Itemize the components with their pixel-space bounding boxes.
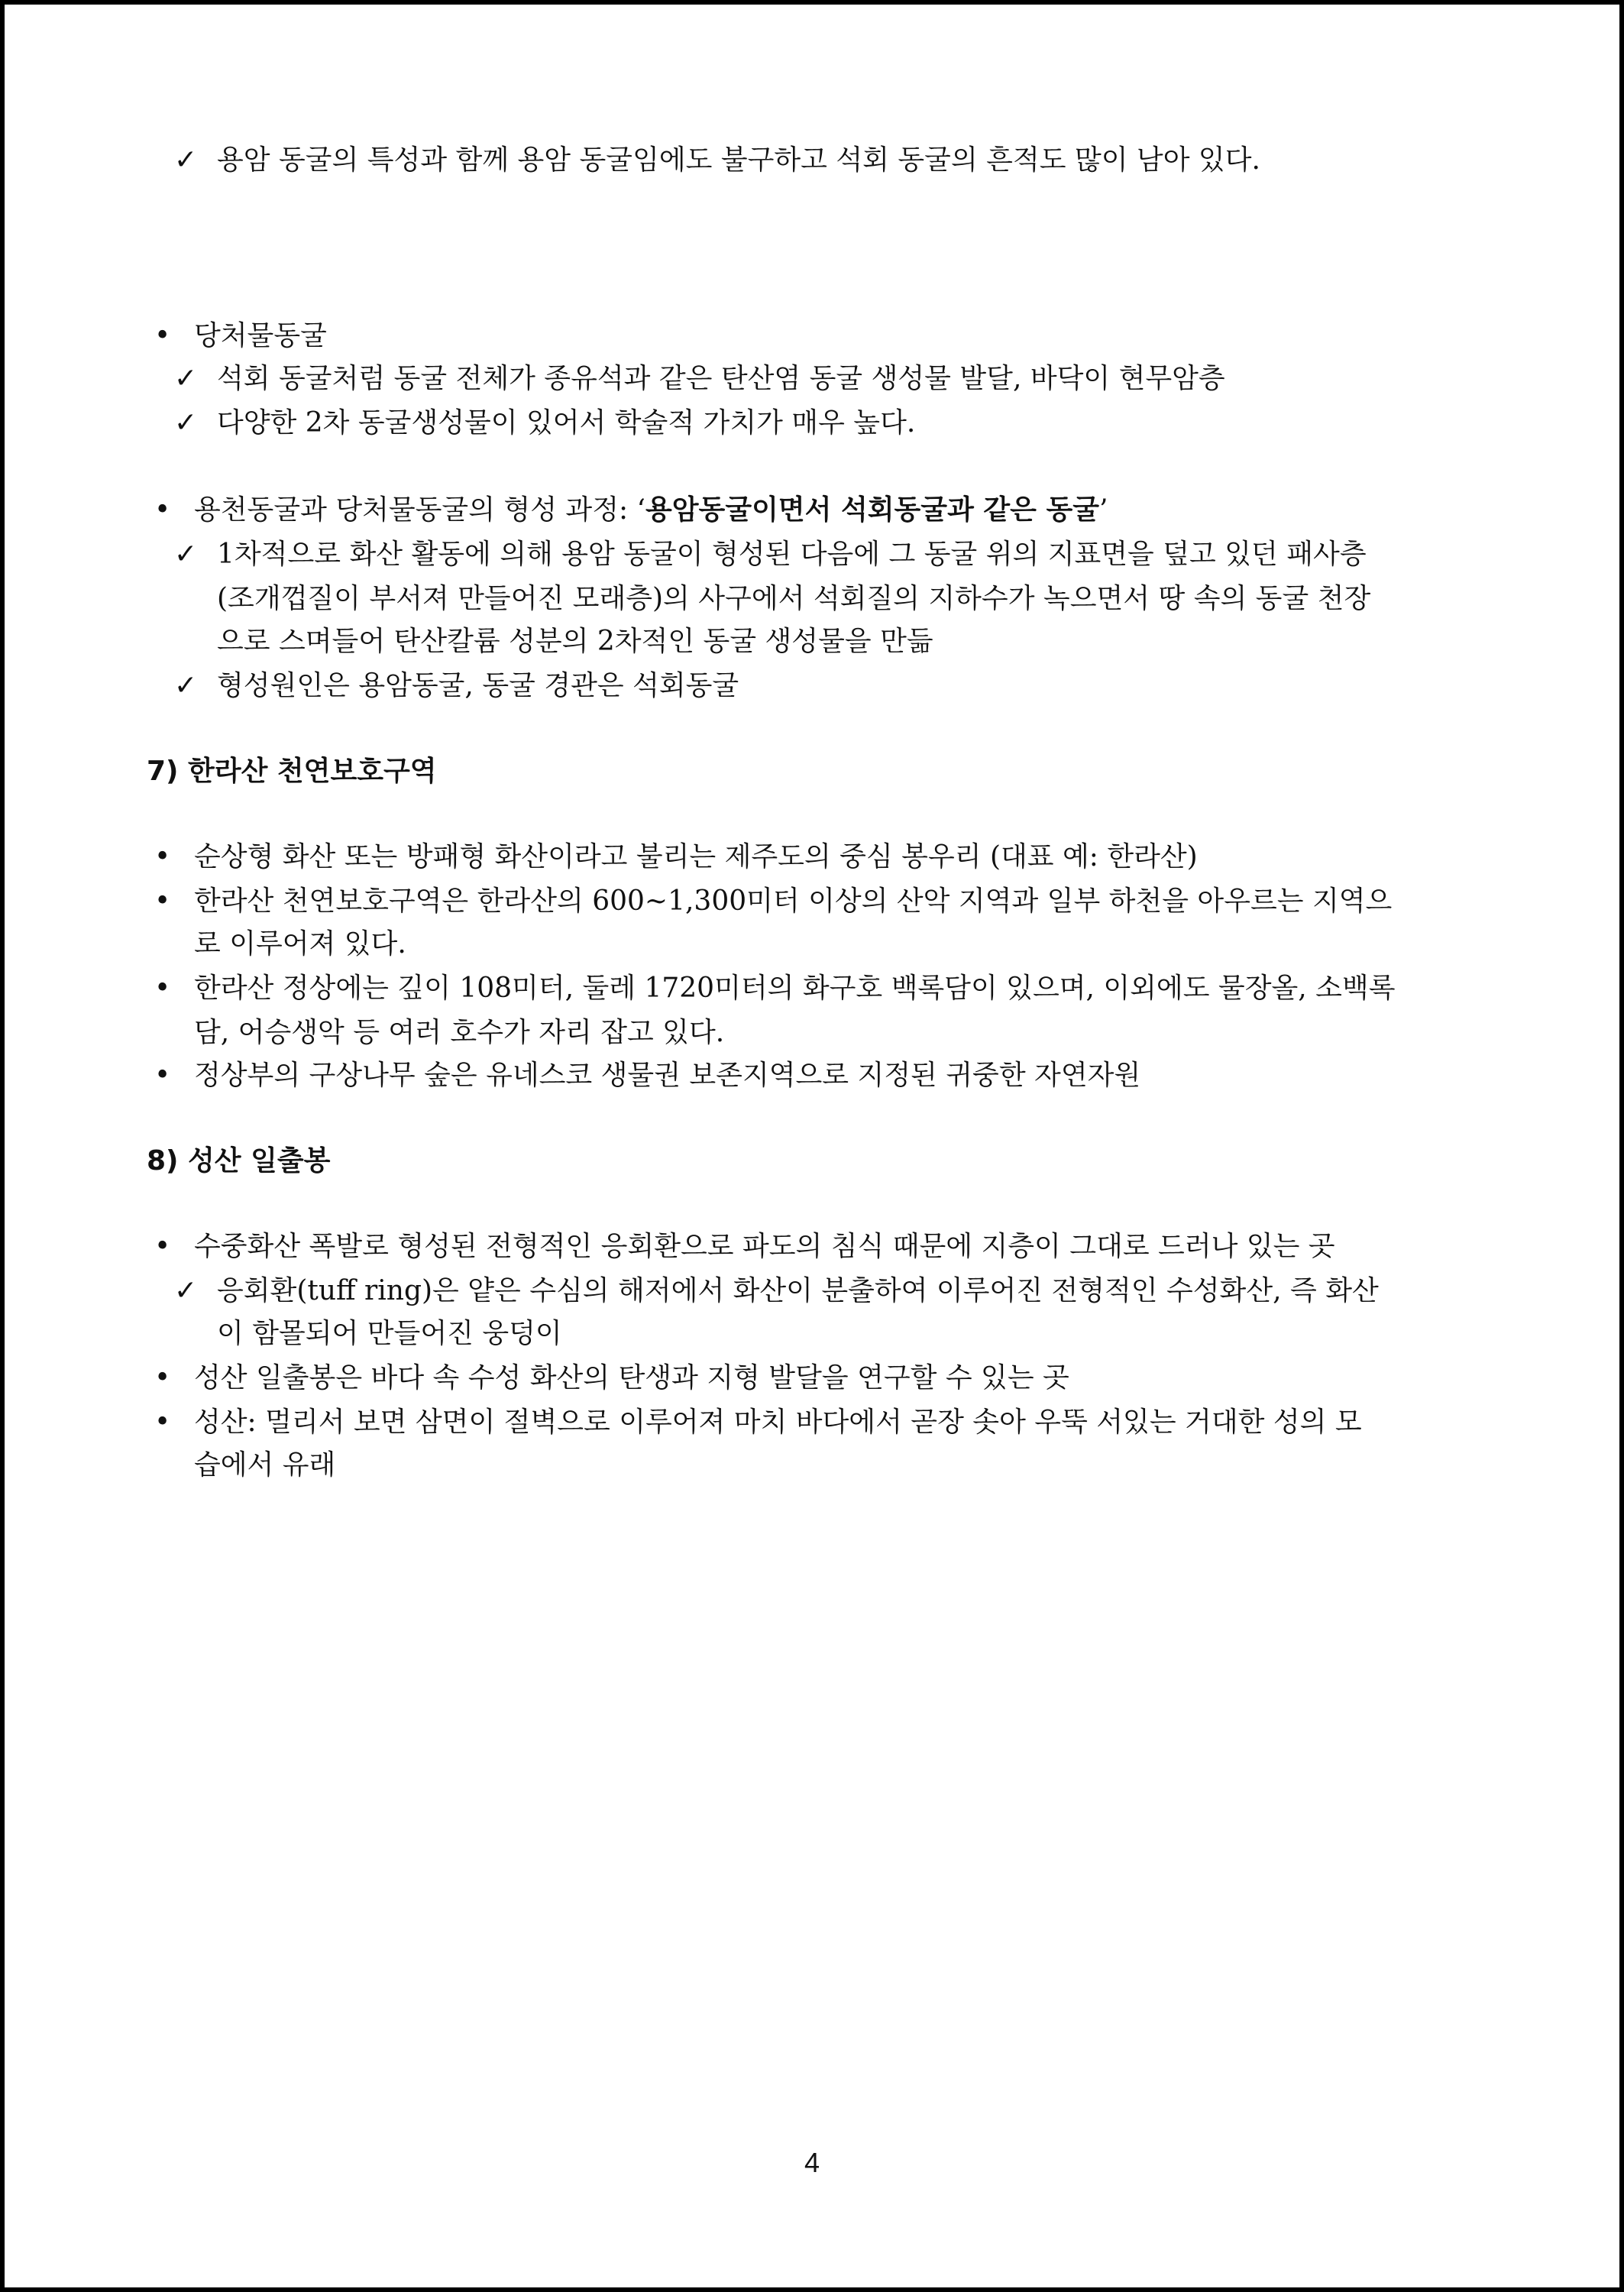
- bullet-icon: •: [154, 494, 171, 526]
- text-line: 한라산 천연보호구역은 한라산의 600∼1,300미터 이상의 산악 지역과 일부 하천을 아우르는 지역으: [194, 885, 1393, 917]
- check-mark-icon: ✓: [174, 407, 198, 439]
- text-line: 성산: 멀리서 보면 삼면이 절벽으로 이루어져 마치 바다에서 곧장 솟아 우뚝 서있는 거대한 성의 모: [194, 1407, 1362, 1438]
- text-line-continuation: (조개껍질이 부서져 만들어진 모래층)의 사구에서 석회질의 지하수가 녹으면서 땅 속의 동굴 천장: [217, 583, 1371, 614]
- bullet-icon: •: [154, 973, 171, 1004]
- section-heading: 7) 한라산 천연보호구역: [147, 756, 437, 787]
- check-mark-icon: ✓: [174, 670, 198, 701]
- bullet-icon: •: [154, 320, 171, 351]
- bullet-icon: •: [154, 841, 171, 872]
- check-mark-icon: ✓: [174, 539, 198, 570]
- text-line: 당처물동굴: [194, 320, 327, 351]
- text-line-continuation: 이 함몰되어 만들어진 웅덩이: [217, 1318, 562, 1349]
- bullet-icon: •: [154, 1060, 171, 1091]
- text-line: 형성원인은 용암동굴, 동굴 경관은 석회동굴: [217, 670, 739, 701]
- text-line-end: ’: [1099, 494, 1108, 526]
- page-number: 4: [804, 2147, 820, 2178]
- text-line-continuation: 습에서 유래: [194, 1449, 336, 1481]
- bullet-icon: •: [154, 885, 171, 917]
- text-line-continuation: 담, 어승생악 등 여러 호수가 자리 잡고 있다.: [194, 1017, 725, 1048]
- text-line: 성산 일출봉은 바다 속 수성 화산의 탄생과 지형 발달을 연구할 수 있는 곳: [194, 1362, 1069, 1394]
- text-line: 정상부의 구상나무 숲은 유네스코 생물권 보존지역으로 지정된 귀중한 자연자원: [194, 1060, 1141, 1091]
- bullet-icon: •: [154, 1407, 171, 1438]
- text-line: 순상형 화산 또는 방패형 화산이라고 불리는 제주도의 중심 봉우리 (대표 예: 한라산): [194, 841, 1198, 872]
- section-heading: 8) 성산 일출봉: [147, 1145, 331, 1177]
- text-line-continuation: 로 이루어져 있다.: [194, 928, 406, 960]
- text-line: 다양한 2차 동굴생성물이 있어서 학술적 가치가 매우 높다.: [217, 407, 916, 439]
- text-line: 수중화산 폭발로 형성된 전형적인 응회환으로 파도의 침식 때문에 지층이 그대로 드러나 있는 곳: [194, 1231, 1335, 1262]
- text-line: 1차적으로 화산 활동에 의해 용암 동굴이 형성된 다음에 그 동굴 위의 지표면을 덮고 있던 패사층: [217, 539, 1367, 570]
- check-mark-icon: ✓: [174, 1275, 198, 1306]
- check-mark-icon: ✓: [174, 363, 198, 394]
- bullet-icon: •: [154, 1231, 171, 1262]
- text-line-continuation: 으로 스며들어 탄산칼륨 성분의 2차적인 동굴 생성물을 만듦: [217, 626, 933, 657]
- text-line: 용암 동굴의 특성과 함께 용암 동굴임에도 불구하고 석회 동굴의 흔적도 많이 남아 있다.: [217, 144, 1260, 176]
- text-line: 한라산 정상에는 깊이 108미터, 둘레 1720미터의 화구호 백록담이 있으며, 이외에도 물장올, 소백록: [194, 973, 1396, 1004]
- text-line: 석회 동굴처럼 동굴 전체가 종유석과 같은 탄산염 동굴 생성물 발달, 바닥이 현무암층: [217, 363, 1225, 394]
- emphasis-text: 용암동굴이면서 석회동굴과 같은 동굴: [645, 494, 1100, 526]
- text-line-start: 용천동굴과 당처물동굴의 형성 과정: ‘: [194, 494, 645, 526]
- text-line-with-emphasis: [194, 494, 1108, 526]
- bullet-icon: •: [154, 1362, 171, 1394]
- text-line: 응회환(tuff ring)은 얕은 수심의 해저에서 화산이 분출하여 이루어진 전형적인 수성화산, 즉 화산: [217, 1275, 1379, 1306]
- check-mark-icon: ✓: [174, 144, 198, 176]
